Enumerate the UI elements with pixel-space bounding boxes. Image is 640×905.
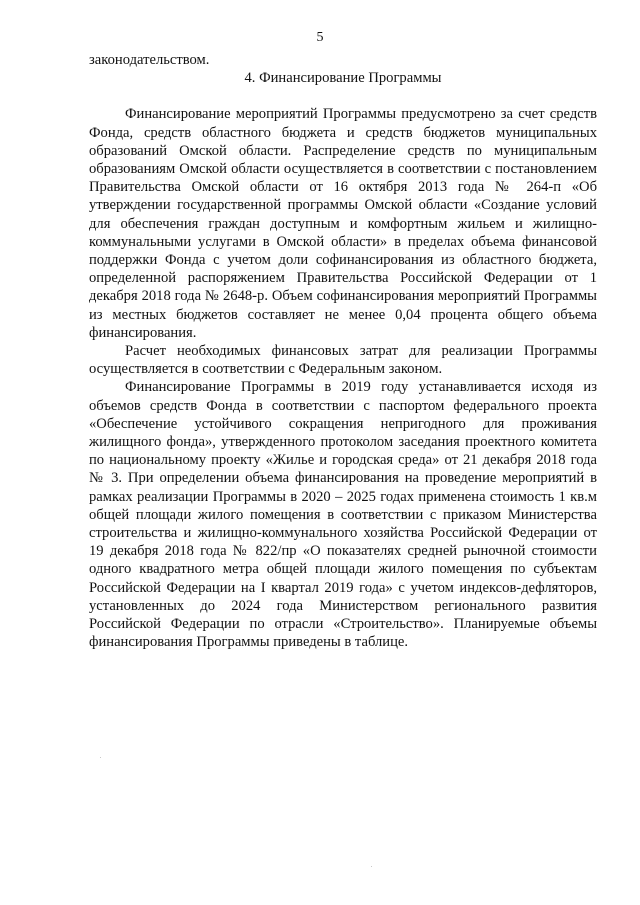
- scan-speck: [100, 757, 101, 758]
- paragraph-cost-calculation: Расчет необходимых финансовых затрат для реализации Программы осуществляется в соответствии с Федеральным законом.: [89, 343, 597, 378]
- scan-speck: [371, 866, 372, 867]
- continuation-text: законодательством.: [89, 52, 210, 68]
- document-body: [89, 51, 597, 652]
- paragraph-funding-sources: Финансирование мероприятий Программы предусмотрено за счет средств Фонда, средств областного бюджета и средств бюджетов муниципальных образований Омской области. Распределение средств по муниципальным образованиям Омской области осуществляется в соответствии с постановлением Правительства Омской области от 16 октября 2013 года № 264-п «Об утверждении государственной программы Омской области «Создание условий для обеспечения граждан доступным и комфортным жильем и жилищно-коммунальными услугами в Омской области» в пределах объема финансовой поддержки Фонда с учетом доли софинансирования из областного бюджета, определенной распоряжением Правительства Российской Федерации от 1 декабря 2018 года № 2648-р. Объем софинансирования мероприятий Программы из местных бюджетов составляет не менее 0,04 процента общего объема финансирования.: [89, 106, 597, 341]
- paragraph-funding-2019: Финансирование Программы в 2019 году устанавливается исходя из объемов средств Фонда в соответствии с паспортом федерального проекта «Обеспечение устойчивого сокращения непригодного для проживания жилищного фонда», утвержденного протоколом заседания проектного комитета по национальному проекту «Жилье и городская среда» от 21 декабря 2018 года № 3. При определении объема финансирования на проведение мероприятий в рамках реализации Программы в 2020 – 2025 годах применена стоимость 1 кв.м общей площади жилого помещения в соответствии с приказом Министерства строительства и жилищно-коммунального хозяйства Российской Федерации от 19 декабря 2018 года № 822/пр «О показателях средней рыночной стоимости одного квадратного метра общей площади жилого помещения по субъектам Российской Федерации на I квартал 2019 года» с учетом индексов-дефляторов, установленных до 2024 года Министерством регионального развития Российской Федерации по отрасли «Строительство». Планируемые объемы финансирования Программы приведены в таблице.: [89, 379, 597, 651]
- section-title: 4. Финансирование Программы: [244, 70, 442, 87]
- page-number: 5: [316, 30, 324, 45]
